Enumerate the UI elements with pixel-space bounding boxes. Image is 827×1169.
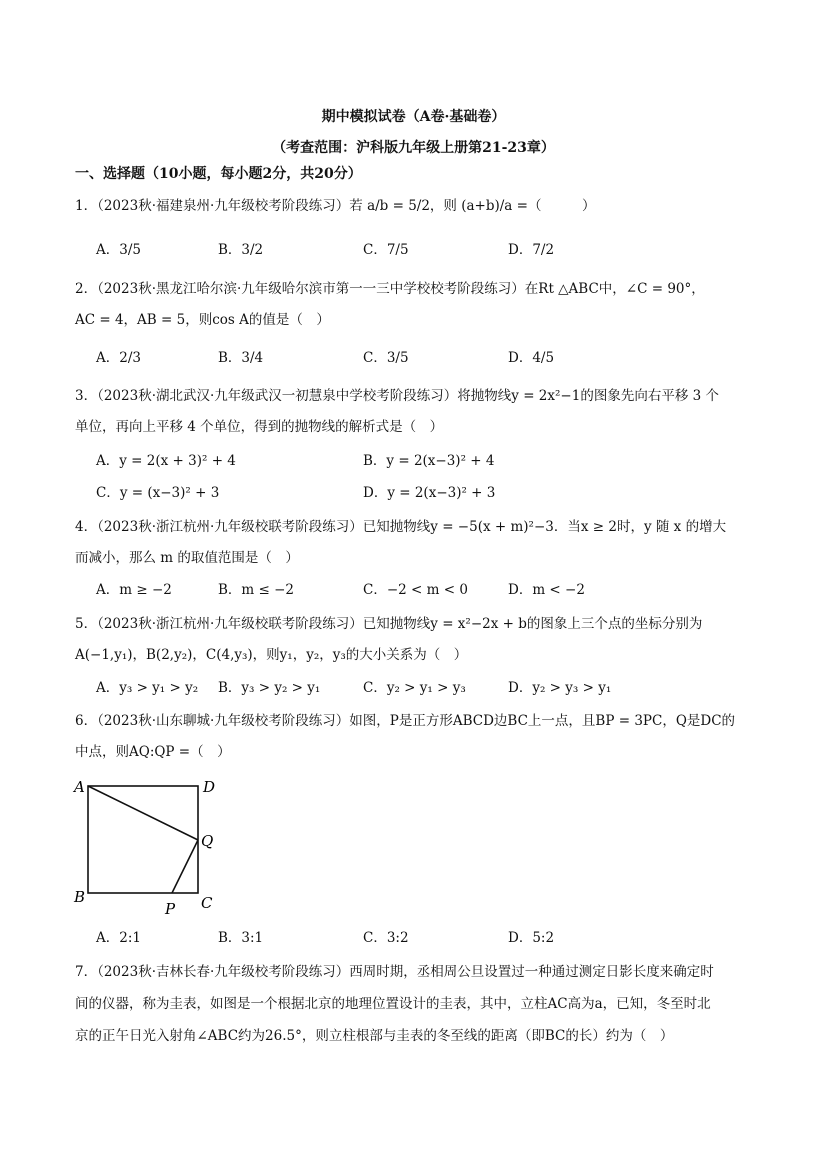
q3-option-a[interactable]: A．y = 2(x + 3)² + 4 [96, 453, 236, 469]
question-7-stem: 7．（2023秋·吉林长春·九年级校考阶段练习）西周时期，丞相周公旦设置过一种通过测定日影长度来确定时 [75, 964, 714, 980]
question-7-stem-line2: 间的仪器，称为圭表，如图是一个根据北京的地理位置设计的圭表，其中，立柱AC高为a，已知，冬至时北 [75, 996, 711, 1012]
segment-aq [88, 786, 198, 840]
question-3-stem: 3．（2023秋·湖北武汉·九年级武汉一初慧泉中学校考阶段练习）将抛物线y = 2x²−1的图象先向右平移 3 个 [75, 388, 719, 404]
segment-qp [172, 840, 198, 893]
q6-option-c[interactable]: C．3:2 [363, 930, 409, 946]
q6-option-b[interactable]: B．3:1 [218, 930, 264, 946]
label-a: A [74, 778, 85, 796]
q2-option-c[interactable]: C．3/5 [363, 350, 409, 366]
q4-option-b[interactable]: B．m ≤ −2 [218, 582, 295, 598]
q5-option-c[interactable]: C．y₂ > y₁ > y₃ [363, 680, 466, 696]
q1-option-a[interactable]: A．3/5 [96, 242, 141, 258]
question-7-stem-line3: 京的正午日光入射角∠ABC约为26.5°，则立柱根部与圭表的冬至线的距离（即BC的长）约为（ ） [75, 1028, 674, 1044]
label-q: Q [201, 832, 214, 850]
q3-option-c[interactable]: C．y = (x−3)² + 3 [96, 485, 220, 501]
square-abcd-figure [70, 772, 230, 922]
q4-option-c[interactable]: C．−2 < m < 0 [363, 582, 468, 598]
q2-option-b[interactable]: B．3/4 [218, 350, 264, 366]
question-6-stem: 6．（2023秋·山东聊城·九年级校考阶段练习）如图，P是正方形ABCD边BC上一点，且BP = 3PC，Q是DC的 [75, 713, 736, 729]
q1-option-b[interactable]: B．3/2 [218, 242, 264, 258]
label-p: P [165, 900, 176, 918]
question-4-stem-line2: 而减小，那么 m 的取值范围是（ ） [75, 550, 299, 566]
q4-option-d[interactable]: D．m < −2 [508, 582, 585, 598]
label-c: C [201, 894, 213, 912]
exam-title: 期中模拟试卷（A卷·基础卷） [321, 109, 506, 125]
q1-option-c[interactable]: C．7/5 [363, 242, 409, 258]
q3-option-d[interactable]: D．y = 2(x−3)² + 3 [363, 485, 496, 501]
label-b: B [74, 888, 86, 906]
q3-option-b[interactable]: B．y = 2(x−3)² + 4 [363, 453, 495, 469]
q5-option-a[interactable]: A．y₃ > y₁ > y₂ [96, 680, 199, 696]
q5-option-d[interactable]: D．y₂ > y₃ > y₁ [508, 680, 612, 696]
question-5-stem: 5．（2023秋·浙江杭州·九年级校联考阶段练习）已知抛物线y = x²−2x + b的图象上三个点的坐标分别为 [75, 616, 703, 632]
label-d: D [203, 778, 216, 796]
square-outline [88, 786, 198, 893]
question-4-stem: 4．（2023秋·浙江杭州·九年级校联考阶段练习）已知抛物线y = −5(x + m)²−3．当x ≥ 2时，y 随 x 的增大 [75, 519, 727, 535]
q5-option-b[interactable]: B．y₃ > y₂ > y₁ [218, 680, 321, 696]
question-2-stem: 2．（2023秋·黑龙江哈尔滨·九年级哈尔滨市第一一三中学校校考阶段练习）在Rt △ABC中，∠C = 90°， [75, 281, 705, 297]
exam-subtitle: （考查范围：沪科版九年级上册第21-23章） [272, 140, 555, 156]
q2-option-a[interactable]: A．2/3 [96, 350, 141, 366]
q6-option-d[interactable]: D．5:2 [508, 930, 555, 946]
question-6-stem-line2: 中点，则AQ:QP =（ ） [75, 744, 231, 760]
question-2-stem-line2: AC = 4，AB = 5，则cos A的值是（ ） [75, 312, 330, 328]
q6-option-a[interactable]: A．2:1 [96, 930, 141, 946]
q1-option-d[interactable]: D．7/2 [508, 242, 555, 258]
question-3-stem-line2: 单位，再向上平移 4 个单位，得到的抛物线的解析式是（ ） [75, 419, 444, 435]
section-heading: 一、选择题（10小题，每小题2分，共20分） [75, 166, 362, 182]
question-1-stem: 1．（2023秋·福建泉州·九年级校考阶段练习）若 a/b = 5/2，则 (a+b)/a =（ ） [75, 198, 596, 214]
question-5-stem-line2: A(−1,y₁)，B(2,y₂)，C(4,y₃)，则y₁，y₂，y₃的大小关系为（ ） [75, 647, 468, 663]
q4-option-a[interactable]: A．m ≥ −2 [96, 582, 172, 598]
q2-option-d[interactable]: D．4/5 [508, 350, 555, 366]
